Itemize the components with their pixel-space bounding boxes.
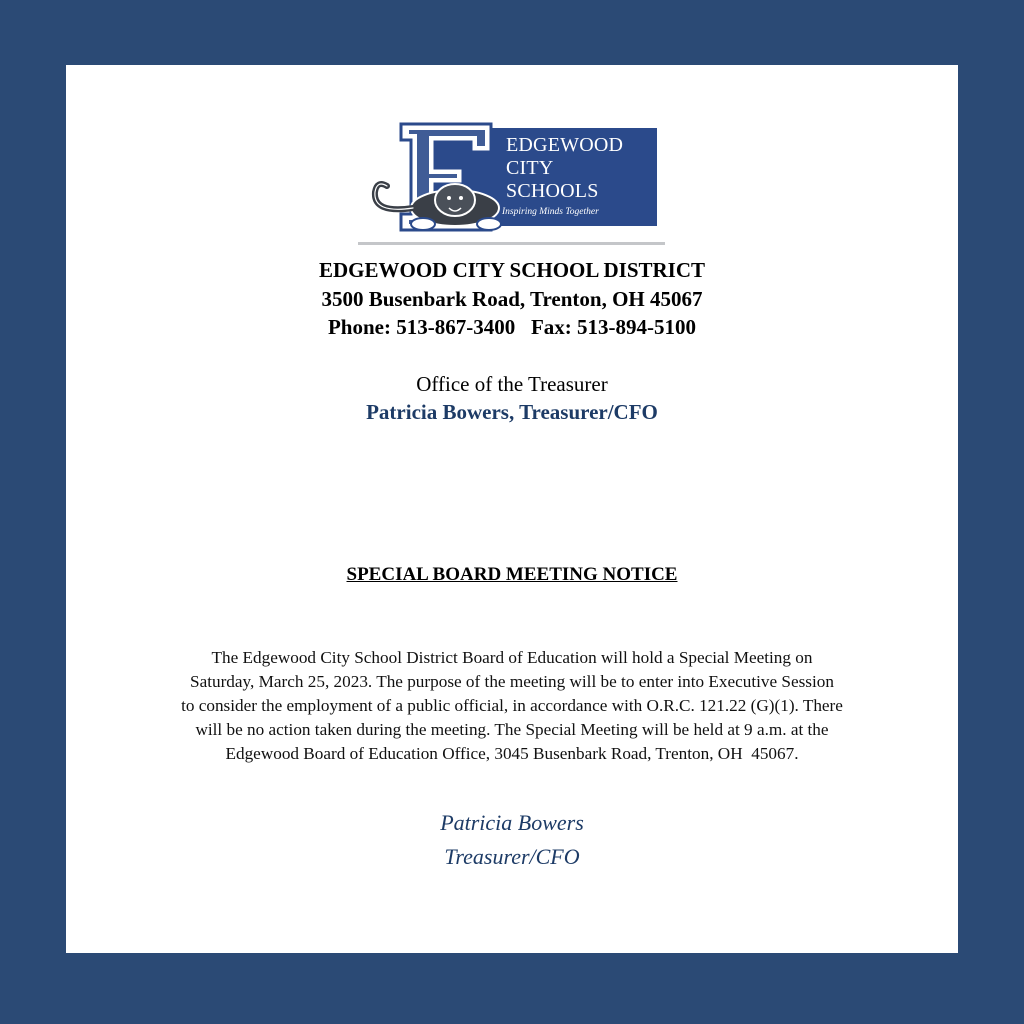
district-logo xyxy=(363,122,663,237)
district-name: EDGEWOOD CITY SCHOOL DISTRICT xyxy=(318,258,706,282)
signature-title: Treasurer/CFO xyxy=(444,844,580,869)
logo-tagline: Inspiring Minds Together xyxy=(502,207,599,217)
district-phone-fax: Phone: 513-867-3400 Fax: 513-894-5100 xyxy=(327,315,697,339)
notice-body-line: to consider the employment of a public official, in accordance with O.R.C. 121.22 (G)(1). There xyxy=(181,696,843,715)
notice-body-line: will be no action taken during the meeting. The Special Meeting will be held at 9 a.m. at the xyxy=(195,720,829,739)
notice-body-line: Edgewood Board of Education Office, 3045 Busenbark Road, Trenton, OH 45067. xyxy=(225,744,799,763)
district-address: 3500 Busenbark Road, Trenton, OH 45067 xyxy=(321,287,703,311)
office-name: Office of the Treasurer xyxy=(416,372,608,396)
treasurer-name: Patricia Bowers, Treasurer/CFO xyxy=(366,400,658,424)
notice-page xyxy=(66,65,958,953)
logo-line-3: SCHOOLS xyxy=(506,180,599,202)
logo-wordmark xyxy=(506,134,623,203)
notice-title: SPECIAL BOARD MEETING NOTICE xyxy=(346,564,678,585)
logo-divider xyxy=(358,242,665,245)
notice-body-line: Saturday, March 25, 2023. The purpose of the meeting will be to enter into Executive Session xyxy=(190,672,834,691)
logo-line-1: EDGEWOOD xyxy=(506,134,624,156)
signature-name: Patricia Bowers xyxy=(440,810,584,835)
logo-line-2: CITY xyxy=(506,157,554,179)
notice-body-line: The Edgewood City School District Board of Education will hold a Special Meeting on xyxy=(211,648,813,667)
